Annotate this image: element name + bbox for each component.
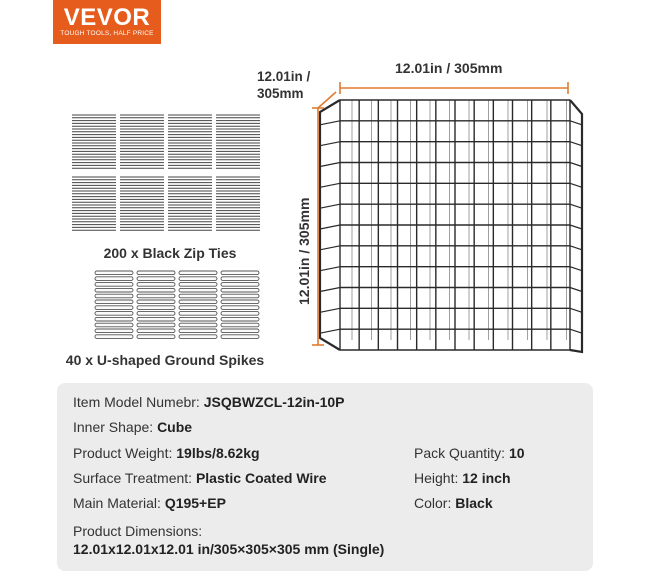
spec-inner-shape: Inner Shape: Cube bbox=[73, 419, 193, 435]
spec-color: Color: Black bbox=[414, 495, 493, 511]
width-dimension-label: 12.01in / 305mm bbox=[395, 60, 503, 76]
spec-surface-treatment: Surface Treatment: Plastic Coated Wire bbox=[73, 470, 327, 486]
ground-spikes-label: 40 x U-shaped Ground Spikes bbox=[65, 352, 265, 368]
spec-height: Height: 12 inch bbox=[414, 470, 511, 486]
zip-ties-label: 200 x Black Zip Ties bbox=[103, 245, 237, 261]
spec-model: Item Model Numebr: JSQBWZCL-12in-10P bbox=[73, 394, 345, 410]
brand-logo bbox=[53, 0, 161, 44]
specifications-panel bbox=[57, 383, 593, 571]
depth-dimension-label: 12.01in / 305mm bbox=[257, 69, 311, 101]
height-dimension-label: 12.01in / 305mm bbox=[296, 197, 312, 305]
wire-cage-illustration bbox=[290, 70, 590, 370]
spec-product-dimensions: Product Dimensions: 12.01x12.01x12.01 in/305×305×305 mm (Single) bbox=[73, 523, 385, 557]
spec-pack-quantity: Pack Quantity: 10 bbox=[414, 445, 525, 461]
brand-name: VEVOR bbox=[63, 4, 151, 31]
brand-tagline: TOUGH TOOLS, HALF PRICE bbox=[60, 30, 154, 37]
ground-spikes-illustration bbox=[94, 270, 262, 342]
spec-weight: Product Weight: 19lbs/8.62kg bbox=[73, 445, 260, 461]
zip-ties-illustration bbox=[70, 113, 265, 235]
spec-material: Main Material: Q195+EP bbox=[73, 495, 226, 511]
